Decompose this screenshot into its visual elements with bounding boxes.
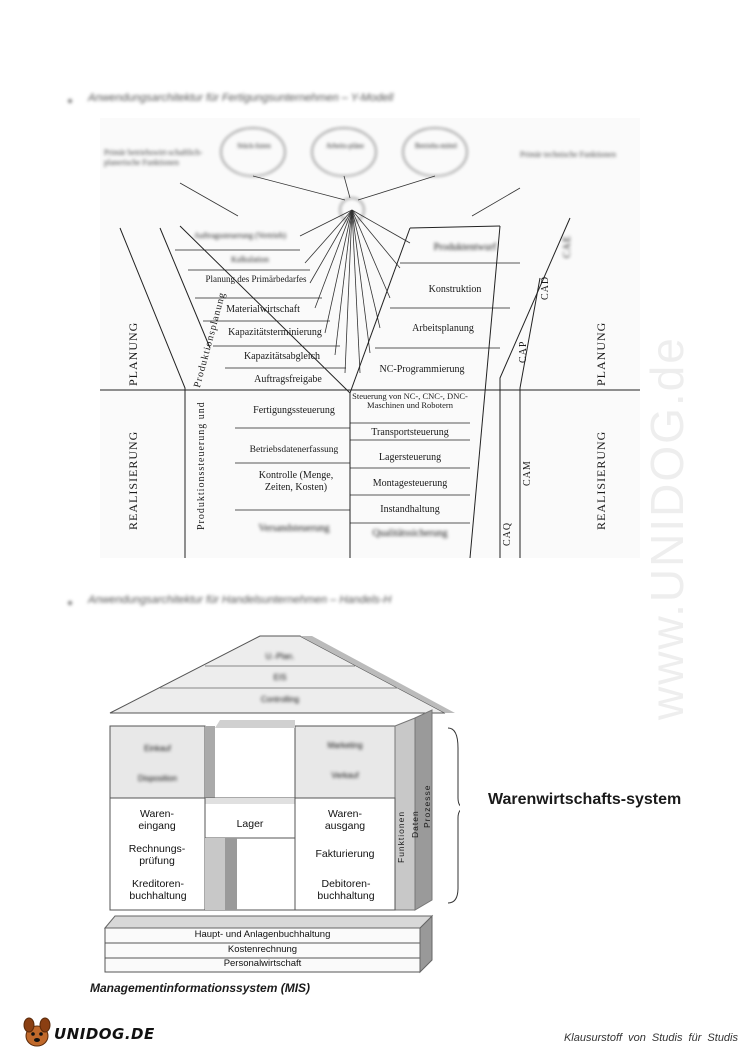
block-lager: Lager (236, 818, 264, 830)
band-cam: CAM (522, 460, 533, 486)
row-produktentwurf: Produktentwurf (433, 242, 497, 253)
row-auftragsfreigabe: Auftragsfreigabe (254, 374, 322, 385)
side-label-realisierung-right: REALISIERUNG (594, 430, 608, 530)
y-model-lines (100, 118, 640, 558)
side-label-planung-left: PLANUNG (126, 321, 140, 386)
warenwirtschaftssystem-label: Warenwirtschafts-system (488, 791, 682, 808)
block-disposition: Disposition (137, 774, 178, 783)
band-produktionsplanung: Produktionsplanung (192, 290, 229, 389)
row-nc-steuerung: Steuerung von NC-, CNC-, DNC-Maschinen und Robotern (352, 391, 468, 410)
logo-text: UNIDOG.DE (54, 1025, 155, 1043)
row-qualitaetssicherung: Qualitätssicherung (372, 528, 448, 539)
row-montagesteuerung: Montagesteuerung (372, 478, 448, 489)
dog-icon (22, 1016, 52, 1048)
block-debitorenbuchhaltung: Debitoren-buchhaltung (317, 878, 375, 903)
footer-tagline: Klausurstoff von Studis für Studis (563, 1032, 738, 1044)
roof-controlling: Controlling (260, 695, 300, 704)
block-verkauf: Verkauf (331, 771, 359, 780)
right-note: Primär technische Funktionen (520, 150, 616, 159)
circle-label-arbeitsplaene: Arbeits-pläne (325, 142, 365, 150)
mis-caption: Managementinformationssystem (MIS) (90, 981, 311, 995)
band-cad: CAD (540, 275, 551, 300)
circle-label-stuecklisten: Stück-listen (237, 142, 271, 150)
row-versandsteuerung: Versandsteuerung (258, 523, 330, 534)
bullet-icon (68, 99, 72, 103)
handels-h-diagram (100, 628, 460, 978)
row-konstruktion: Konstruktion (428, 284, 482, 295)
row-kalkulation: Kalkulation (231, 255, 269, 264)
row-betriebsdatenerfassung: Betriebsdatenerfassung (249, 445, 339, 455)
row-fertigungssteuerung: Fertigungssteuerung (253, 405, 335, 416)
roof-eis: EIS (273, 673, 287, 682)
block-wareneingang: Waren-eingang (138, 808, 176, 833)
row-lagersteuerung: Lagersteuerung (378, 452, 442, 463)
block-fakturierung: Fakturierung (315, 848, 375, 860)
row-arbeitsplanung: Arbeitsplanung (412, 323, 474, 334)
watermark (640, 300, 750, 720)
row-instandhaltung: Instandhaltung (380, 504, 440, 515)
side-label-funktionen: Funktionen (396, 810, 406, 863)
base-personalwirtschaft: Personalwirtschaft (223, 958, 302, 969)
side-label-realisierung-left: REALISIERUNG (126, 430, 140, 530)
section2-heading: Anwendungsarchitektur für Handelsunternehmen – Handels-H (88, 594, 392, 606)
y-model-diagram (100, 118, 640, 558)
band-produktionssteuerung: Produktionssteuerung und (196, 401, 207, 530)
side-label-daten: Daten (410, 810, 420, 838)
side-label-prozesse: Prozesse (422, 784, 432, 828)
watermark-text: www.UNIDOG.de (641, 336, 693, 720)
row-nc-programmierung: NC-Programmierung (379, 364, 465, 375)
block-einkauf: Einkauf (144, 744, 171, 753)
row-planung-primaerbedarf: Planung des Primärbedarfes (205, 274, 307, 284)
block-warenausgang: Waren-ausgang (324, 808, 366, 833)
row-materialwirtschaft: Materialwirtschaft (226, 304, 300, 315)
row-kapazitaetsabgleich: Kapazitätsabgleich (243, 351, 321, 362)
block-marketing: Marketing (327, 741, 363, 750)
section1-heading: Anwendungsarchitektur für Fertigungsunternehmen – Y-Modell (88, 92, 394, 104)
roof-uplan: U.-Plan. (265, 652, 295, 661)
row-auftragssteuerung: Auftragssteuerung (Vertrieb) (193, 231, 287, 240)
band-caq: CAQ (502, 521, 513, 546)
row-transportsteuerung: Transportsteuerung (371, 427, 449, 438)
left-note: Primär betriebswirt-schaftlich-planerische Funktionen (104, 148, 203, 167)
side-label-planung-right: PLANUNG (594, 321, 608, 386)
row-kontrolle: Kontrolle (Menge, Zeiten, Kosten) (258, 470, 334, 493)
band-cap: CAP (518, 340, 529, 363)
band-cae: CAE (562, 235, 573, 258)
block-kreditorenbuchhaltung: Kreditoren-buchhaltung (129, 878, 187, 903)
circle-label-betriebsmittel: Betriebs-mittel (415, 142, 457, 150)
footer-logo[interactable] (22, 1016, 155, 1050)
base-kostenrechnung: Kostenrechnung (227, 944, 298, 955)
bullet-icon (68, 601, 72, 605)
base-haupt-anlagenbuchhaltung: Haupt- und Anlagenbuchhaltung (194, 929, 331, 940)
row-kapazitaetsterminierung: Kapazitätsterminierung (228, 327, 322, 338)
block-rechnungspruefung: Rechnungs-prüfung (128, 843, 186, 868)
